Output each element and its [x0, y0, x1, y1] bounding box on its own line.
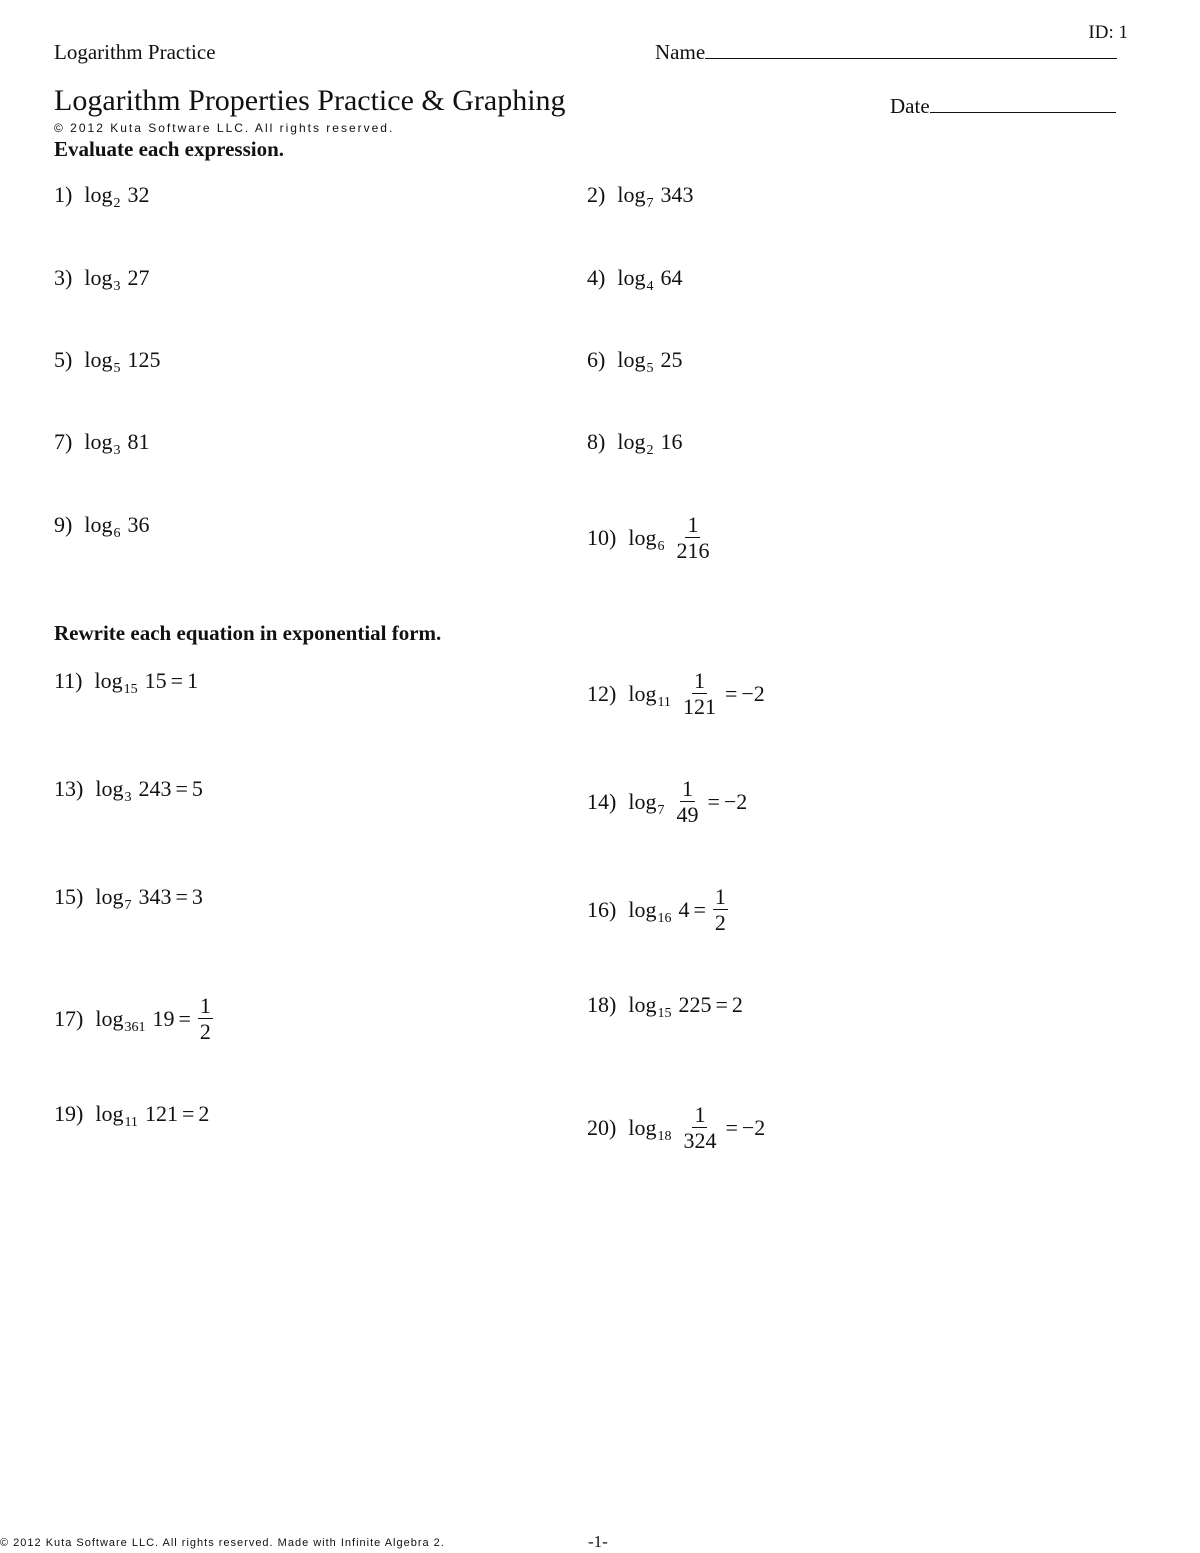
- right-hand-side: −2: [741, 680, 765, 706]
- log-expression: log $_3$ 27: [84, 265, 150, 294]
- log-argument: 15: [144, 668, 167, 693]
- problem-4: [587, 265, 683, 294]
- problem-number: 7): [54, 429, 73, 454]
- name-field[interactable]: [655, 40, 1117, 65]
- problem-1: [54, 182, 150, 211]
- problem-8: [587, 429, 683, 458]
- log-base: 7: [646, 196, 654, 211]
- problem-number: 3): [54, 265, 73, 290]
- problem-13: [54, 776, 203, 805]
- problem-17: [54, 993, 216, 1045]
- problem-number: 14): [587, 788, 617, 814]
- equals-sign: =: [725, 1114, 738, 1140]
- right-hand-side: 2: [731, 992, 743, 1017]
- log-expression: log $_{18}$: [628, 1114, 672, 1144]
- section-heading-evaluate: Evaluate each expression.: [54, 137, 285, 161]
- fraction-denominator: 121: [682, 694, 716, 720]
- log-base: 15: [657, 1006, 672, 1021]
- log-base: 2: [646, 443, 654, 458]
- problem-12: [587, 668, 765, 720]
- fraction-numerator: 1: [694, 1102, 706, 1127]
- equals-sign: =: [715, 992, 728, 1017]
- log-expression: log $_7$ 343: [617, 182, 694, 211]
- log-expression: log $_{15}$ 225: [628, 992, 712, 1021]
- right-hand-side: −2: [723, 788, 748, 814]
- fraction-denominator: 216: [676, 538, 710, 564]
- log-argument: 25: [660, 347, 683, 372]
- log-base: 2: [113, 196, 121, 211]
- log-argument: 16: [660, 429, 683, 454]
- problem-number: 10): [587, 524, 617, 550]
- problem-18: [587, 992, 743, 1021]
- problem-number: 2): [587, 182, 606, 207]
- log-expression: log $_5$ 125: [84, 347, 161, 376]
- problem-20: [587, 1102, 765, 1154]
- problem-19: [54, 1101, 210, 1130]
- log-argument: 36: [127, 512, 150, 537]
- page-number: -1-: [588, 1532, 608, 1551]
- log-argument: 343: [138, 884, 172, 909]
- log-expression: log $_7$ 343: [95, 884, 172, 913]
- problem-5: [54, 347, 161, 376]
- problem-number: 16): [587, 896, 617, 922]
- log-argument: 32: [127, 182, 150, 207]
- problem-3: [54, 265, 150, 294]
- fraction-denominator: 324: [683, 1128, 717, 1154]
- log-argument: 243: [138, 776, 172, 801]
- log-expression: log $_2$ 32: [84, 182, 150, 211]
- problem-number: 4): [587, 265, 606, 290]
- fraction-denominator: 2: [714, 910, 726, 936]
- fraction-numerator: 1: [199, 993, 211, 1018]
- right-hand-side: 3: [191, 884, 203, 909]
- fraction-denominator: 2: [199, 1019, 211, 1045]
- log-expression: log $_{16}$ 4: [628, 896, 690, 926]
- log-argument: 225: [678, 992, 712, 1017]
- date-blank-line[interactable]: [930, 94, 1116, 113]
- log-base: 5: [113, 361, 121, 376]
- problem-number: 17): [54, 1005, 84, 1031]
- log-base: 16: [657, 910, 672, 926]
- problem-number: 11): [54, 668, 83, 693]
- equals-sign: =: [724, 680, 738, 706]
- problem-number: 12): [587, 680, 617, 706]
- equals-sign: =: [175, 884, 188, 909]
- date-field[interactable]: [890, 94, 1116, 119]
- fraction-denominator: 49: [676, 802, 699, 828]
- worksheet-name: Logarithm Practice: [54, 40, 216, 64]
- fraction-rhs: [198, 993, 213, 1045]
- page-title: Logarithm Properties Practice & Graphing: [54, 84, 566, 117]
- log-argument: 64: [660, 265, 683, 290]
- right-hand-side: 2: [198, 1101, 210, 1126]
- equals-sign: =: [181, 1101, 195, 1126]
- log-expression: log $_5$ 25: [617, 347, 683, 376]
- log-base: 6: [657, 538, 665, 554]
- log-expression: log $_3$ 243: [95, 776, 172, 805]
- log-base: 4: [646, 279, 654, 294]
- log-base: 15: [123, 682, 138, 697]
- problem-number: 15): [54, 884, 84, 909]
- log-base: 5: [646, 361, 654, 376]
- log-base: 3: [113, 279, 121, 294]
- worksheet-id: ID: 1: [1088, 22, 1128, 43]
- footer-copyright: © 2012 Kuta Software LLC. All rights reserved. Made with Infinite Algebra 2.: [0, 1537, 445, 1549]
- log-argument: 125: [127, 347, 161, 372]
- problem-number: 9): [54, 512, 73, 537]
- fraction-numerator: 1: [714, 884, 726, 909]
- problem-6: [587, 347, 683, 376]
- log-expression: log $_{361}$ 19: [95, 1005, 175, 1035]
- fraction-rhs: [713, 884, 728, 936]
- log-expression: log $_{11}$: [628, 680, 671, 710]
- problem-14: [587, 776, 747, 828]
- right-hand-side: 5: [191, 776, 203, 801]
- problem-number: 20): [587, 1114, 617, 1140]
- fraction-argument: [674, 776, 700, 828]
- problem-11: [54, 668, 199, 697]
- problem-number: 6): [587, 347, 606, 372]
- log-base: 7: [657, 802, 665, 818]
- log-base: 3: [113, 443, 121, 458]
- log-argument: 121: [144, 1101, 178, 1126]
- name-blank-line[interactable]: [705, 40, 1117, 59]
- log-expression: log $_4$ 64: [617, 265, 683, 294]
- log-base: 11: [657, 694, 671, 710]
- log-expression: log $_7$: [628, 788, 665, 818]
- equals-sign: =: [170, 668, 184, 693]
- right-hand-side: 1: [187, 668, 199, 693]
- fraction-numerator: 1: [693, 668, 705, 693]
- equals-sign: =: [707, 788, 720, 814]
- log-base: 18: [657, 1128, 672, 1144]
- problem-number: 8): [587, 429, 606, 454]
- problem-number: 18): [587, 992, 617, 1017]
- log-expression: log $_6$ 36: [84, 512, 150, 541]
- problem-2: [587, 182, 694, 211]
- right-hand-side: −2: [741, 1114, 766, 1140]
- log-base: 3: [124, 790, 132, 805]
- log-argument: 19: [152, 1005, 175, 1031]
- problem-15: [54, 884, 203, 913]
- log-expression: log $_3$ 81: [84, 429, 150, 458]
- problem-number: 5): [54, 347, 73, 372]
- problem-number: 13): [54, 776, 84, 801]
- fraction-argument: [681, 668, 718, 720]
- log-base: 6: [113, 526, 121, 541]
- fraction-argument: [681, 1102, 718, 1154]
- date-label: Date: [890, 94, 930, 118]
- problem-number: 19): [54, 1101, 84, 1126]
- header-copyright: © 2012 Kuta Software LLC. All rights reserved.: [54, 121, 395, 135]
- problem-number: 1): [54, 182, 73, 207]
- problem-10: [587, 512, 714, 564]
- equals-sign: =: [178, 1005, 191, 1031]
- name-label: Name: [655, 40, 706, 64]
- log-argument: 27: [127, 265, 150, 290]
- fraction-numerator: 1: [681, 776, 693, 801]
- log-argument: 4: [678, 896, 690, 922]
- log-base: 361: [124, 1019, 146, 1035]
- log-expression: log $_6$: [628, 524, 665, 554]
- section-heading-rewrite: Rewrite each equation in exponential form.: [54, 621, 442, 645]
- problem-9: [54, 512, 150, 541]
- log-argument: 81: [127, 429, 150, 454]
- log-argument: 343: [660, 182, 694, 207]
- fraction-argument: [674, 512, 711, 564]
- log-expression: log $_{11}$ 121: [95, 1101, 178, 1130]
- problem-16: [587, 884, 731, 936]
- equals-sign: =: [693, 896, 706, 922]
- log-base: 7: [124, 898, 132, 913]
- log-expression: log $_2$ 16: [617, 429, 683, 458]
- problem-7: [54, 429, 150, 458]
- fraction-numerator: 1: [687, 512, 699, 537]
- log-expression: log $_{15}$ 15: [94, 668, 167, 697]
- log-base: 11: [124, 1115, 138, 1130]
- equals-sign: =: [175, 776, 188, 801]
